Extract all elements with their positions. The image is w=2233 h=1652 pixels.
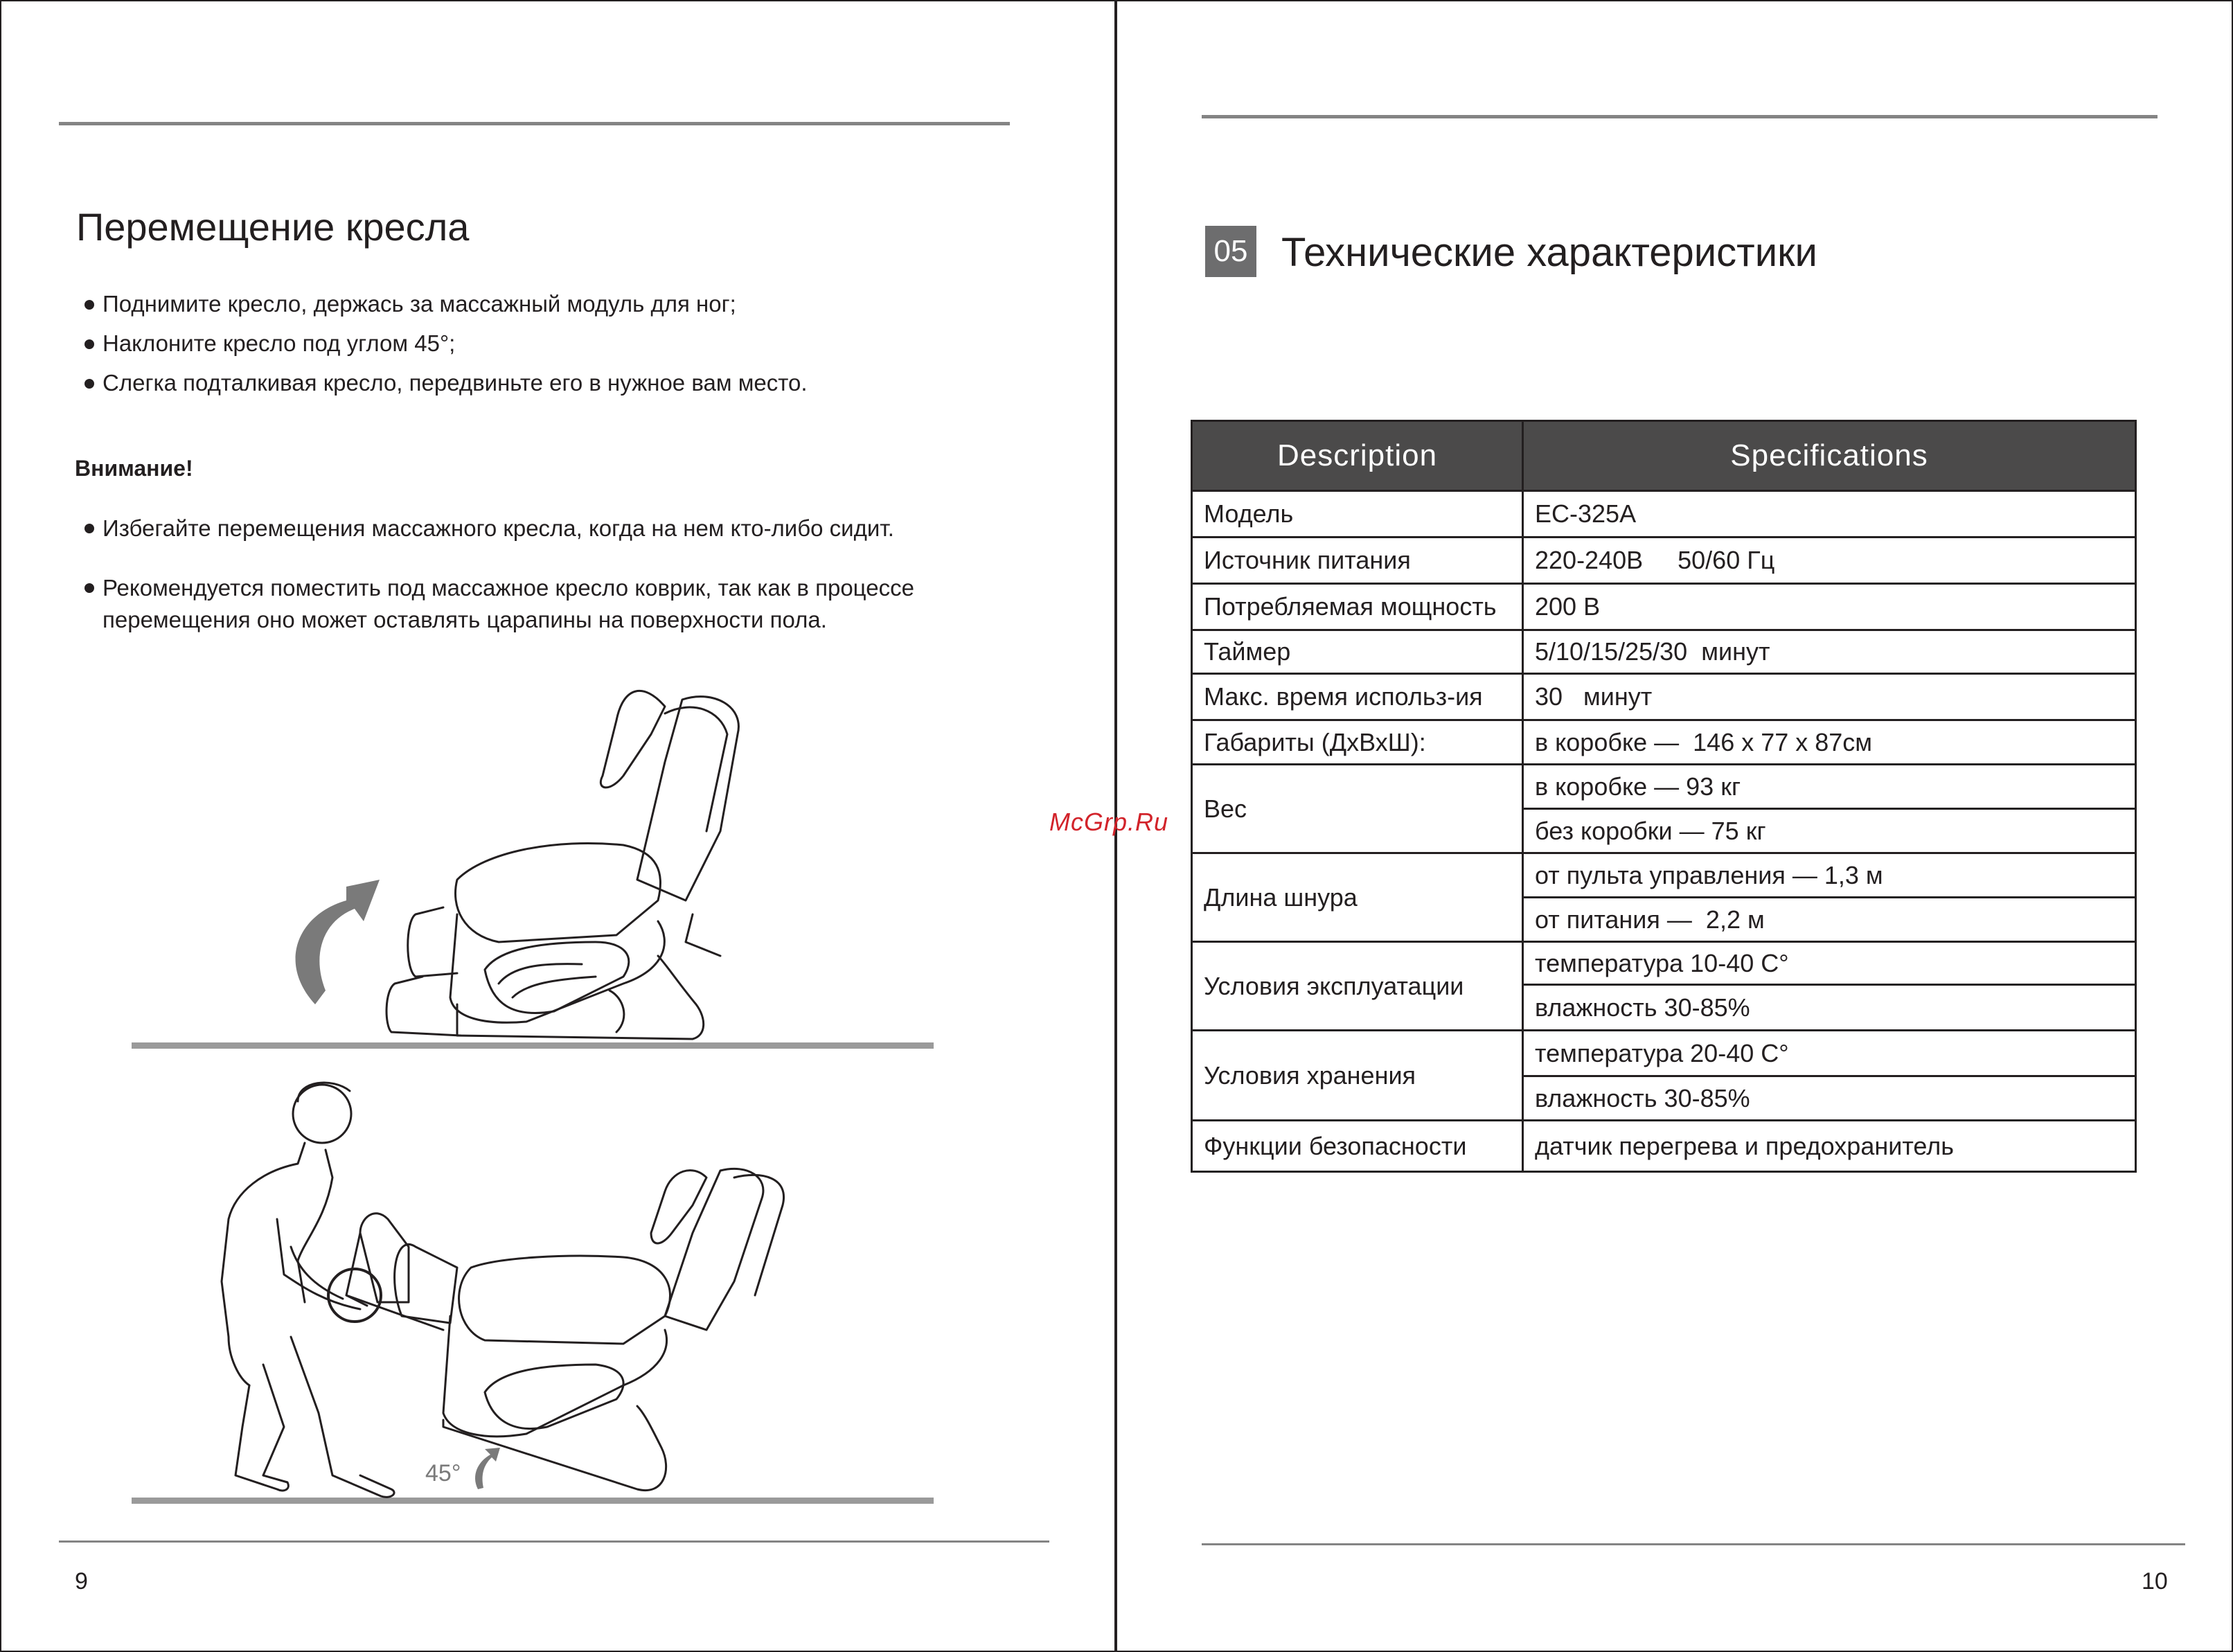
warning-continuation: перемещения оно может оставлять царапины на поверхности пола.	[103, 607, 827, 632]
left-page	[0, 0, 1114, 1652]
table-row	[1192, 1031, 2136, 1076]
spec-label: Длина шнура	[1192, 853, 1523, 942]
page-number: 10	[2142, 1568, 2168, 1595]
warning-title: Внимание!	[75, 456, 193, 481]
bottom-rule	[1202, 1543, 2185, 1545]
column-header: Description	[1192, 421, 1523, 491]
section-number-badge: 05	[1205, 226, 1256, 277]
tilted-chair-drawing	[346, 1169, 784, 1490]
floor-line	[132, 1498, 934, 1504]
list-item: Избегайте перемещения массажного кресла, когда на нем кто-либо сидит.	[83, 513, 894, 544]
page-title: Перемещение кресла	[76, 205, 470, 249]
spec-value: в коробке — 93 кг	[1523, 765, 2136, 809]
spec-label: Условия хранения	[1192, 1031, 1523, 1121]
spec-label: Таймер	[1192, 630, 1523, 674]
spec-value: EC-325A	[1523, 491, 2136, 538]
spec-value: 5/10/15/25/30 минут	[1523, 630, 2136, 674]
table-row	[1192, 491, 2136, 538]
massage-chair-drawing	[386, 691, 738, 1039]
page-number: 9	[75, 1568, 88, 1595]
table-row	[1192, 674, 2136, 720]
spec-value: влажность 30-85%	[1523, 1076, 2136, 1121]
lift-arrow	[296, 880, 380, 1004]
watermark: McGrp.Ru	[1049, 808, 1169, 836]
spec-value: температура 20-40 C°	[1523, 1031, 2136, 1076]
floor-line	[132, 1042, 934, 1049]
column-header: Specifications	[1523, 421, 2136, 491]
list-item: Слегка подталкивая кресло, передвиньте его в нужное вам место.	[83, 363, 808, 402]
spec-value: от питания — 2,2 м	[1523, 898, 2136, 942]
spec-value: датчик перегрева и предохранитель	[1523, 1121, 2136, 1172]
right-page	[1117, 0, 2233, 1652]
spec-value: 200 В	[1523, 584, 2136, 630]
spec-label: Функции безопасности	[1192, 1121, 1523, 1172]
chair-illustrations	[0, 0, 1114, 1652]
table-row	[1192, 765, 2136, 809]
spec-value: 220-240В 50/60 Гц	[1523, 538, 2136, 584]
table-row	[1192, 584, 2136, 630]
spec-label: Вес	[1192, 765, 1523, 853]
spec-label: Модель	[1192, 491, 1523, 538]
spec-value: температура 10-40 C°	[1523, 942, 2136, 985]
spec-label: Условия эксплуатации	[1192, 942, 1523, 1031]
table-row	[1192, 1121, 2136, 1172]
spec-value: в коробке — 146 x 77 x 87см	[1523, 720, 2136, 765]
list-item: Поднимите кресло, держась за массажный модуль для ног;	[83, 284, 808, 323]
list-item: Рекомендуется поместить под массажное кресло коврик, так как в процессе	[83, 572, 914, 604]
spec-value: влажность 30-85%	[1523, 985, 2136, 1031]
spec-label: Габариты (ДхВхШ):	[1192, 720, 1523, 765]
spec-label: Макс. время использ-ия	[1192, 674, 1523, 720]
table-row	[1192, 942, 2136, 985]
table-row	[1192, 630, 2136, 674]
table-row	[1192, 720, 2136, 765]
top-rule	[1202, 115, 2158, 118]
list-item: Наклоните кресло под углом 45°;	[83, 323, 808, 363]
bottom-rule	[59, 1540, 1049, 1543]
person-drawing	[222, 1083, 394, 1497]
table-header-row	[1192, 421, 2136, 491]
angle-label: 45°	[425, 1460, 461, 1486]
spec-value: от пульта управления — 1,3 м	[1523, 853, 2136, 898]
spec-label: Источник питания	[1192, 538, 1523, 584]
spec-value: 30 минут	[1523, 674, 2136, 720]
spec-table	[1191, 420, 2137, 1173]
section-title: Технические характеристики	[1281, 230, 1817, 275]
spec-label: Потребляемая мощность	[1192, 584, 1523, 630]
table-row	[1192, 538, 2136, 584]
spec-value: без коробки — 75 кг	[1523, 809, 2136, 853]
angle-arrow	[475, 1448, 500, 1489]
table-row	[1192, 853, 2136, 898]
